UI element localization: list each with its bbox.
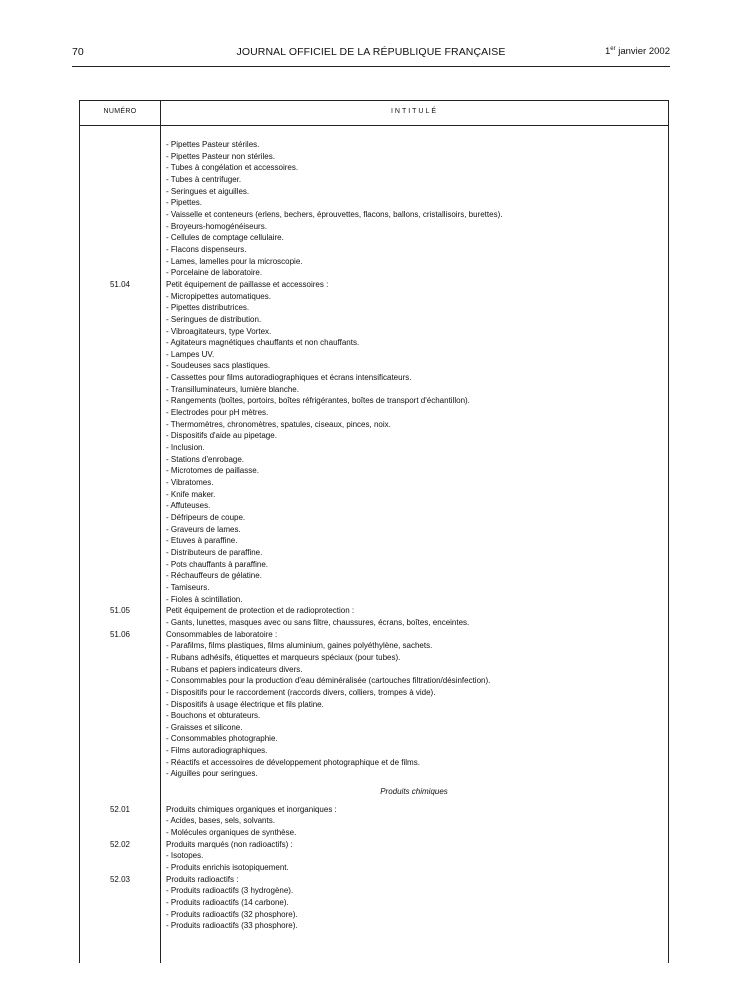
row-text: - Bouchons et obturateurs. <box>166 711 261 721</box>
row-number <box>80 442 160 454</box>
row-text: - Pipettes Pasteur stériles. <box>166 140 260 149</box>
table-row <box>80 151 668 163</box>
row-text: - Soudeuses sacs plastiques. <box>166 361 271 371</box>
table-row <box>80 337 668 349</box>
row-number <box>80 232 160 244</box>
row-number <box>80 897 160 909</box>
row-text: - Produits radioactifs (32 phosphore). <box>166 909 298 919</box>
table-row <box>80 594 668 606</box>
page-header <box>72 46 670 62</box>
row-text: - Vibroagitateurs, type Vortex. <box>166 326 272 336</box>
row-number: 52.02 <box>109 839 131 849</box>
table-row <box>80 920 668 932</box>
row-text: - Lames, lamelles pour la microscopie. <box>166 256 303 266</box>
table-row <box>80 827 668 839</box>
table-row <box>80 256 668 268</box>
table-row <box>80 221 668 233</box>
row-text: - Rangements (boîtes, portoirs, boîtes réfrigérantes, boîtes de transport d'échantillon). <box>166 396 470 406</box>
row-number <box>80 827 160 839</box>
table-row <box>80 570 668 582</box>
table-row <box>80 524 668 536</box>
table-row <box>80 722 668 734</box>
table-row <box>80 559 668 571</box>
row-text: Petit équipement de protection et de radioprotection : <box>166 606 355 616</box>
row-text: - Films autoradiographiques. <box>166 746 268 756</box>
row-text: - Graveurs de lames. <box>166 524 241 534</box>
row-text: - Agitateurs magnétiques chauffants et non chauffants. <box>166 338 360 348</box>
table-row <box>80 745 668 757</box>
table-row <box>80 535 668 547</box>
row-number <box>80 384 160 396</box>
row-number <box>80 722 160 734</box>
row-text: - Etuves à paraffine. <box>166 536 238 546</box>
table-row <box>80 267 668 279</box>
table-row <box>80 174 668 186</box>
row-text: Produits chimiques organiques et inorganiques : <box>166 804 337 814</box>
table-row <box>80 430 668 442</box>
issue-date <box>605 46 670 57</box>
row-number <box>80 244 160 256</box>
row-text: - Tubes à centrifuger. <box>166 174 242 184</box>
row-number <box>80 640 160 652</box>
table-row <box>80 652 668 664</box>
table-row <box>80 442 668 454</box>
row-number <box>80 862 160 874</box>
table-row <box>80 733 668 745</box>
row-number <box>80 524 160 536</box>
row-text: - Réactifs et accessoires de développement photographique et de films. <box>166 757 420 767</box>
row-text: - Pipettes distributrices. <box>166 303 250 313</box>
row-text: - Knife maker. <box>166 489 216 499</box>
row-text: - Lampes UV. <box>166 349 215 359</box>
row-text: - Tubes à congélation et accessoires. <box>166 163 299 173</box>
row-text: - Electrodes pour pH mètres. <box>166 408 269 418</box>
row-text: - Réchauffeurs de gélatine. <box>166 571 262 581</box>
row-number <box>80 326 160 338</box>
row-text: - Tamiseurs. <box>166 582 210 592</box>
table-row <box>80 675 668 687</box>
row-number <box>80 815 160 827</box>
table-row <box>80 407 668 419</box>
page-number: 70 <box>72 46 84 58</box>
row-text: - Rubans adhésifs, étiquettes et marqueurs spéciaux (pour tubes). <box>166 652 401 662</box>
row-text: - Produits radioactifs (3 hydrogène). <box>166 886 294 896</box>
row-text: - Produits radioactifs (33 phosphore). <box>166 921 298 931</box>
row-number <box>80 337 160 349</box>
row-text: - Dispositifs à usage électrique et fils platine. <box>166 699 324 709</box>
table-row <box>80 454 668 466</box>
table-row <box>80 465 668 477</box>
row-number <box>80 547 160 559</box>
row-number <box>80 291 160 303</box>
table-row <box>80 139 668 151</box>
row-text: - Thermomètres, chronomètres, spatules, ciseaux, pinces, noix. <box>166 419 391 429</box>
row-text: - Acides, bases, sels, solvants. <box>166 816 275 826</box>
row-number <box>80 664 160 676</box>
row-text: - Micropipettes automatiques. <box>166 291 271 301</box>
row-number <box>80 419 160 431</box>
row-number <box>80 454 160 466</box>
nomenclature-table <box>79 100 669 963</box>
row-number <box>80 710 160 722</box>
row-text: - Stations d'enrobage. <box>166 454 245 464</box>
section-heading: Produits chimiques <box>380 787 448 797</box>
row-number <box>80 197 160 209</box>
date-ordinal: er <box>610 46 616 52</box>
row-number <box>80 477 160 489</box>
table-row <box>80 395 668 407</box>
row-number <box>80 512 160 524</box>
row-number <box>80 780 160 804</box>
table-row <box>80 547 668 559</box>
row-text: - Seringues de distribution. <box>166 314 262 324</box>
table-row <box>80 360 668 372</box>
table-row <box>80 850 668 862</box>
section-heading-row <box>80 780 668 804</box>
table-row <box>80 699 668 711</box>
table-body <box>80 139 668 932</box>
row-text: - Produits enrichis isotopiquement. <box>166 863 289 873</box>
row-number <box>80 256 160 268</box>
table-row <box>80 384 668 396</box>
table-row <box>80 629 668 641</box>
row-text: - Cellules de comptage cellulaire. <box>166 233 284 243</box>
row-number: 51.06 <box>109 629 131 639</box>
row-number <box>80 162 160 174</box>
table-row <box>80 326 668 338</box>
row-number <box>80 151 160 163</box>
table-row <box>80 512 668 524</box>
row-number <box>80 430 160 442</box>
row-text: Produits marqués (non radioactifs) : <box>166 839 293 849</box>
row-number <box>80 885 160 897</box>
table-row <box>80 477 668 489</box>
row-number <box>80 174 160 186</box>
table-row <box>80 617 668 629</box>
row-number: 51.05 <box>109 606 131 616</box>
table-row <box>80 302 668 314</box>
row-text: - Affuteuses. <box>166 501 211 511</box>
row-text: - Rubans et papiers indicateurs divers. <box>166 664 303 674</box>
row-text: - Cassettes pour films autoradiographiques et écrans intensificateurs. <box>166 373 412 383</box>
row-text: - Molécules organiques de synthèse. <box>166 828 297 838</box>
row-number <box>80 500 160 512</box>
table-row <box>80 244 668 256</box>
table-row <box>80 768 668 780</box>
row-number <box>80 687 160 699</box>
row-text: - Isotopes. <box>166 851 204 861</box>
row-text: - Dispositifs d'aide au pipetage. <box>166 431 277 441</box>
row-number <box>80 209 160 221</box>
row-text: Produits radioactifs : <box>166 874 239 884</box>
row-text: - Consommables photographie. <box>166 734 278 744</box>
date-day: 1 <box>604 46 611 58</box>
table-row <box>80 232 668 244</box>
table-row <box>80 349 668 361</box>
row-text: - Distributeurs de paraffine. <box>166 547 263 557</box>
row-number <box>80 850 160 862</box>
table-row <box>80 582 668 594</box>
table-row <box>80 839 668 851</box>
row-text: - Parafilms, films plastiques, films aluminium, gaines polyéthylène, sachets. <box>166 641 433 651</box>
row-number <box>80 652 160 664</box>
table-row <box>80 372 668 384</box>
row-number <box>80 360 160 372</box>
row-text: - Inclusion. <box>166 443 205 453</box>
row-number <box>80 757 160 769</box>
row-text: - Pots chauffants à paraffine. <box>166 559 268 569</box>
table-row <box>80 909 668 921</box>
table-row <box>80 197 668 209</box>
table-row <box>80 209 668 221</box>
row-number <box>80 582 160 594</box>
row-number <box>80 465 160 477</box>
column-header-numero: NUMÉRO <box>103 108 137 115</box>
table-row <box>80 874 668 886</box>
table-row <box>80 710 668 722</box>
row-number <box>80 768 160 780</box>
row-text: - Pipettes. <box>166 198 203 208</box>
row-text: Petit équipement de paillasse et accessoires : <box>166 279 329 289</box>
table-row <box>80 162 668 174</box>
row-text: - Seringues et aiguilles. <box>166 186 250 196</box>
row-text: - Consommables pour la production d'eau déminéralisée (cartouches filtration/désinfection). <box>166 676 491 686</box>
row-text: - Gants, lunettes, masques avec ou sans filtre, chaussures, écrans, boîtes, enceintes. <box>166 617 470 627</box>
table-row <box>80 489 668 501</box>
journal-title: JOURNAL OFFICIEL DE LA RÉPUBLIQUE FRANÇAISE <box>236 46 506 58</box>
row-text: - Flacons dispenseurs. <box>166 244 247 254</box>
row-number <box>80 267 160 279</box>
table-row <box>80 897 668 909</box>
row-text: - Microtomes de paillasse. <box>166 466 259 476</box>
table-row <box>80 186 668 198</box>
row-number <box>80 920 160 932</box>
table-row <box>80 862 668 874</box>
row-text: - Produits radioactifs (14 carbone). <box>166 898 289 907</box>
row-number <box>80 349 160 361</box>
row-number <box>80 407 160 419</box>
row-number <box>80 570 160 582</box>
row-text: - Pipettes Pasteur non stériles. <box>166 151 275 161</box>
row-number <box>80 594 160 606</box>
column-header-intitule: INTITULÉ <box>390 108 439 115</box>
row-text: - Aiguilles pour seringues. <box>166 769 258 779</box>
row-number <box>80 221 160 233</box>
row-number: 52.01 <box>109 804 131 814</box>
row-text: - Broyeurs-homogénéiseurs. <box>166 221 267 231</box>
table-row <box>80 279 668 291</box>
row-number <box>80 745 160 757</box>
table-row <box>80 687 668 699</box>
row-number <box>80 489 160 501</box>
row-text: - Dispositifs pour le raccordement (raccords divers, colliers, trompes à vide). <box>166 687 436 697</box>
row-text: - Fioles à scintillation. <box>166 594 243 604</box>
row-text: - Transilluminateurs, lumière blanche. <box>166 384 299 394</box>
table-row <box>80 314 668 326</box>
row-text: Consommables de laboratoire : <box>166 629 278 639</box>
row-text: - Vaisselle et conteneurs (erlens, bechers, éprouvettes, flacons, ballons, cristallisoirs, burettes). <box>166 209 503 219</box>
table-row <box>80 291 668 303</box>
table-row <box>80 664 668 676</box>
row-number <box>80 139 160 151</box>
table-row <box>80 500 668 512</box>
table-row <box>80 757 668 769</box>
row-number <box>80 675 160 687</box>
table-row <box>80 885 668 897</box>
table-row <box>80 605 668 617</box>
row-number <box>80 186 160 198</box>
row-text: - Défripeurs de coupe. <box>166 513 246 522</box>
table-row <box>80 419 668 431</box>
row-number <box>80 395 160 407</box>
row-number <box>80 699 160 711</box>
row-number: 52.03 <box>109 874 131 884</box>
table-header <box>80 101 668 126</box>
row-number <box>80 559 160 571</box>
row-text: - Vibratomes. <box>166 478 214 488</box>
row-number <box>80 909 160 921</box>
date-month-year: janvier 2002 <box>615 46 670 58</box>
row-number <box>80 617 160 629</box>
header-rule <box>72 66 670 67</box>
row-number: 51.04 <box>109 279 131 289</box>
row-text: - Graisses et silicone. <box>166 722 243 732</box>
row-number <box>80 314 160 326</box>
row-number <box>80 733 160 745</box>
row-text: - Porcelaine de laboratoire. <box>166 268 263 278</box>
row-number <box>80 535 160 547</box>
row-number <box>80 302 160 314</box>
table-row <box>80 804 668 816</box>
table-row <box>80 640 668 652</box>
table-row <box>80 815 668 827</box>
row-number <box>80 372 160 384</box>
